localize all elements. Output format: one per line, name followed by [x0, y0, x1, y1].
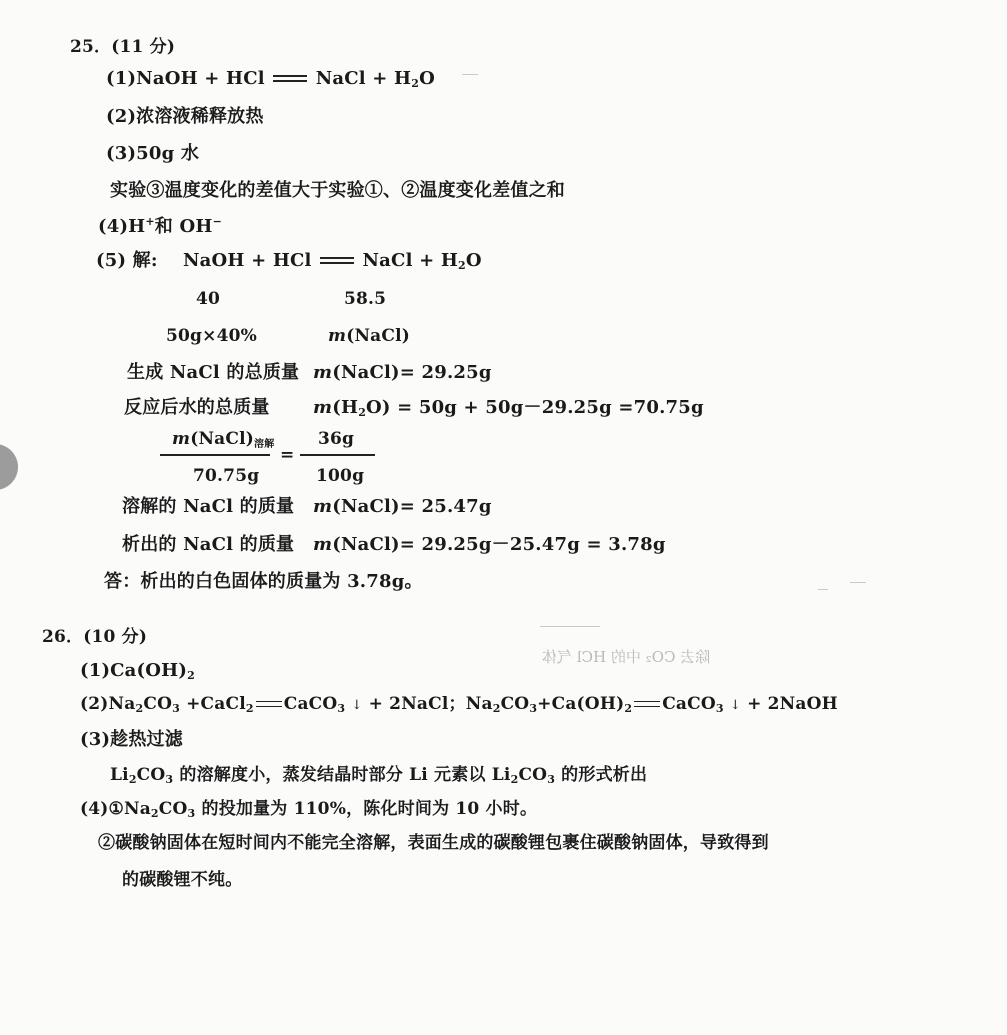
q25-water-value: $m(H_2O) = 50g + 50g-29.25g =70.75g$: [313, 397, 704, 419]
q25-part2: (2)浓溶液稀释放热: [106, 106, 264, 127]
q25-precipitate-value: m(NaCl)= 29.25g－25.47g = 3.78g: [313, 534, 666, 555]
q26-part3: (3)趁热过滤: [80, 729, 183, 750]
q25-precipitate-label: 析出的 NaCl 的质量: [122, 534, 295, 555]
precipitate-arrow-icon: ↓: [729, 698, 741, 713]
q25-water-label: 反应后水的总质量: [124, 397, 270, 418]
q25-part3: (3)50g 水: [106, 143, 200, 164]
q25-dissolved-value: m(NaCl)= 25.47g: [313, 496, 492, 517]
q25-unknown-mass: m(NaCl): [328, 326, 411, 346]
q26-part4-2-line1: ②碳酸钠固体在短时间内不能完全溶解，表面生成的碳酸锂包裹住碳酸钠固体，导致得到: [98, 833, 769, 853]
q25-given-mass: 50g×40%: [166, 326, 257, 346]
q25-total-nacl-value: m(NaCl)= 29.25g: [313, 362, 492, 383]
q26-part4-2-line2: 的碳酸锂不纯。: [122, 870, 243, 890]
fraction-numerator-right: 36g: [318, 429, 355, 449]
fraction-denominator-left: 70.75g: [193, 466, 260, 486]
q26-header: 26．(10 分): [42, 627, 148, 647]
fraction-bar-left: [160, 454, 270, 456]
scan-smudge: [462, 74, 478, 75]
scroll-handle[interactable]: [0, 444, 18, 490]
equals-sign: [318, 256, 356, 266]
scan-smudge: [540, 626, 600, 627]
fraction-equals: =: [280, 445, 295, 465]
equals-sign: [254, 700, 284, 710]
q26-part3-note: $Li_2CO_3$ 的溶解度小，蒸发结晶时部分 Li 元素以 $Li_2CO_3$ 的形式析出: [110, 765, 648, 786]
fraction-numerator-left: $m(NaCl)_{溶解}$: [172, 429, 275, 450]
bleed-through-text: 除去 CO₂ 中的 HCl 气体: [542, 648, 711, 666]
q25-part4: (4)H+和 OH−: [98, 215, 222, 237]
scan-smudge: [818, 589, 828, 590]
q25-part5-equation: NaOH + HCl NaCl + $H_2O$: [183, 250, 482, 272]
precipitate-arrow-icon: ↓: [351, 698, 363, 713]
q25-final-answer: 答：析出的白色固体的质量为 3.78g。: [104, 571, 423, 592]
q26-part1: $(1)Ca(OH)_2$: [80, 660, 195, 682]
q25-total-nacl-label: 生成 NaCl 的总质量: [127, 362, 300, 383]
q25-part1-equation: (1)NaOH + HCl NaCl + $H_2O$: [106, 68, 435, 90]
q25-dissolved-label: 溶解的 NaCl 的质量: [122, 496, 295, 517]
q26-part2-equations: $(2)Na_2CO_3$ +CaCl$_2$ CaCO$_3$ ↓ + 2NaCl；$Na_2CO_3+Ca(OH)_2$ CaCO$_3$ ↓ + 2NaOH: [80, 694, 838, 715]
q25-molar-mass-nacl: 58.5: [344, 289, 387, 309]
q26-part4-1: $(4)①Na_2CO_3$ 的投加量为 110%，陈化时间为 10 小时。: [80, 799, 538, 820]
equals-sign: [271, 74, 309, 84]
q25-part5-label: (5) 解:: [96, 250, 158, 271]
scan-smudge: [850, 582, 866, 583]
equals-sign: [632, 700, 662, 710]
q25-molar-mass-naoh: 40: [196, 289, 221, 309]
q25-header: 25．(11 分): [70, 37, 176, 57]
fraction-denominator-right: 100g: [316, 466, 365, 486]
fraction-bar-right: [300, 454, 375, 456]
q25-part3-note: 实验③温度变化的差值大于实验①、②温度变化差值之和: [110, 180, 565, 201]
